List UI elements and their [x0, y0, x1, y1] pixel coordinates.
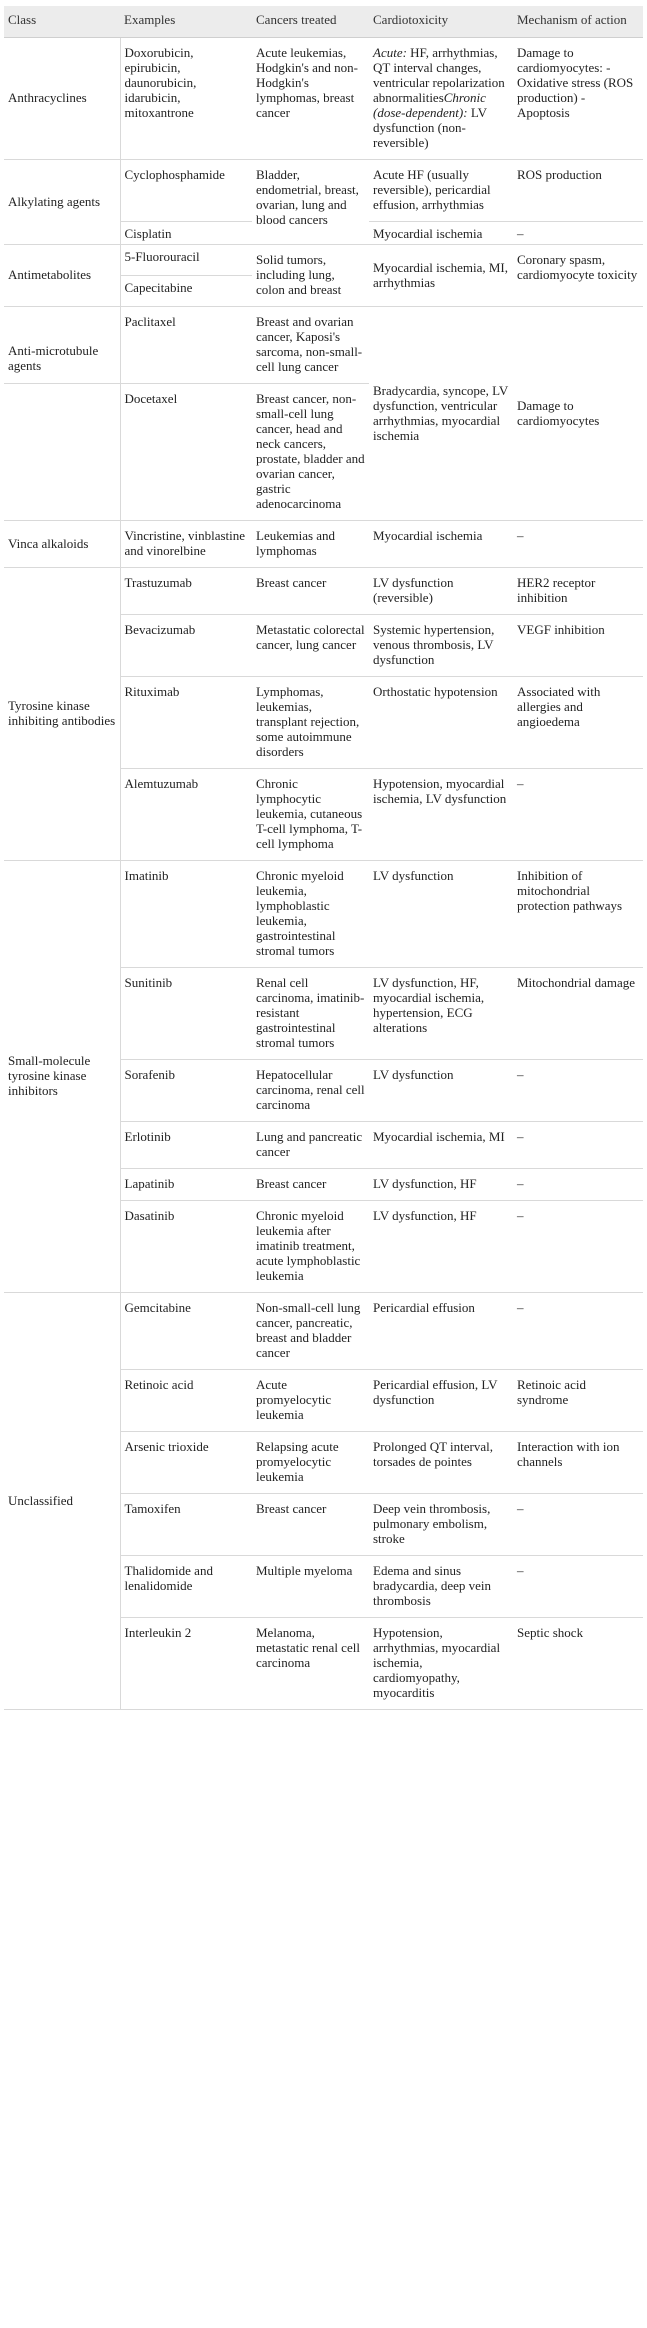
cardiotoxicity-cell: LV dysfunction: [369, 861, 513, 968]
header-mechanism: Mechanism of action: [513, 6, 643, 38]
header-examples: Examples: [120, 6, 252, 38]
cardiotoxicity-cell: LV dysfunction, HF: [369, 1201, 513, 1293]
mechanism-cell: –: [513, 222, 643, 245]
class-cell: Alkylating agents: [4, 160, 120, 245]
cardiotoxicity-cell: Myocardial ischemia: [369, 521, 513, 568]
class-cell: Anti-microtubule agents: [4, 307, 120, 384]
cancers-cell: Hepatocellular carcinoma, renal cell carcinoma: [252, 1060, 369, 1122]
cancers-cell: Breast cancer, non-small-cell lung cancer, head and neck cancers, prostate, bladder and ovarian cancer, gastric adenocarcinoma: [252, 384, 369, 521]
table-row: [4, 38, 643, 160]
table-row: [4, 568, 643, 615]
cancers-cell: Chronic lymphocytic leukemia, cutaneous T-cell lymphoma, T-cell lymphoma: [252, 769, 369, 861]
examples-cell: Retinoic acid: [120, 1370, 252, 1432]
mechanism-cell: Septic shock: [513, 1618, 643, 1710]
acute-label: Acute:: [373, 45, 407, 60]
examples-cell: Erlotinib: [120, 1122, 252, 1169]
cancers-cell: Lymphomas, leukemias, transplant rejection, some autoimmune disorders: [252, 677, 369, 769]
cancers-cell: Multiple myeloma: [252, 1556, 369, 1618]
cardiotoxicity-cell: Bradycardia, syncope, LV dysfunction, ventricular arrhythmias, myocardial ischemia: [369, 307, 513, 521]
class-cell: Unclassified: [4, 1293, 120, 1710]
cardiotoxicity-cell: Edema and sinus bradycardia, deep vein thrombosis: [369, 1556, 513, 1618]
examples-cell: Trastuzumab: [120, 568, 252, 615]
examples-cell: Tamoxifen: [120, 1494, 252, 1556]
acute-text: HF, arrhythmias, QT interval changes, ventricular repolarization abnormalities: [373, 45, 505, 105]
examples-cell: Dasatinib: [120, 1201, 252, 1293]
cancers-cell: Chronic myeloid leukemia after imatinib treatment, acute lymphoblastic leukemia: [252, 1201, 369, 1293]
examples-cell: Interleukin 2: [120, 1618, 252, 1710]
table-row: [4, 521, 643, 568]
cardiotoxicity-cell: LV dysfunction, HF, myocardial ischemia, hypertension, ECG alterations: [369, 968, 513, 1060]
mechanism-cell: –: [513, 769, 643, 861]
cardiotoxicity-cell: Prolonged QT interval, torsades de pointes: [369, 1432, 513, 1494]
examples-cell: Alemtuzumab: [120, 769, 252, 861]
cancers-cell: Solid tumors, including lung, colon and breast: [252, 245, 369, 307]
cancers-cell: Metastatic colorectal cancer, lung cancer: [252, 615, 369, 677]
cancers-cell: Leukemias and lymphomas: [252, 521, 369, 568]
mechanism-cell: Inhibition of mitochondrial protection pathways: [513, 861, 643, 968]
mechanism-cell: Damage to cardiomyocytes: - Oxidative stress (ROS production) - Apoptosis: [513, 38, 643, 160]
examples-cell: 5-Fluorouracil: [120, 245, 252, 276]
class-cell: Anthracyclines: [4, 38, 120, 160]
table-row: [4, 245, 643, 276]
mechanism-cell: –: [513, 1169, 643, 1201]
cardiotoxicity-cell: Hypotension, myocardial ischemia, LV dysfunction: [369, 769, 513, 861]
cardiotoxicity-cell: Myocardial ischemia, MI, arrhythmias: [369, 245, 513, 307]
mechanism-cell: –: [513, 1293, 643, 1370]
cardiotoxicity-cell: LV dysfunction (reversible): [369, 568, 513, 615]
header-cardiotoxicity: Cardiotoxicity: [369, 6, 513, 38]
examples-cell: Imatinib: [120, 861, 252, 968]
cancers-cell: Breast and ovarian cancer, Kaposi's sarcoma, non-small-cell lung cancer: [252, 307, 369, 384]
cancers-cell: Breast cancer: [252, 1169, 369, 1201]
cardiotoxicity-cell: Pericardial effusion, LV dysfunction: [369, 1370, 513, 1432]
cardiotoxicity-cell: LV dysfunction: [369, 1060, 513, 1122]
cancers-cell: Renal cell carcinoma, imatinib-resistant gastrointestinal stromal tumors: [252, 968, 369, 1060]
cancers-cell: Bladder, endometrial, breast, ovarian, lung and blood cancers: [252, 160, 369, 245]
cardiotoxicity-cell: Hypotension, arrhythmias, myocardial ischemia, cardiomyopathy, myocarditis: [369, 1618, 513, 1710]
cancers-cell: Melanoma, metastatic renal cell carcinoma: [252, 1618, 369, 1710]
header-cancers: Cancers treated: [252, 6, 369, 38]
mechanism-cell: VEGF inhibition: [513, 615, 643, 677]
class-cell: Tyrosine kinase inhibiting antibodies: [4, 568, 120, 861]
examples-cell: Paclitaxel: [120, 307, 252, 384]
examples-cell: Lapatinib: [120, 1169, 252, 1201]
cardiotoxicity-table: [4, 6, 643, 1710]
cancers-cell: Breast cancer: [252, 1494, 369, 1556]
mechanism-cell: –: [513, 521, 643, 568]
class-cell: Vinca alkaloids: [4, 521, 120, 568]
header-class: Class: [4, 6, 120, 38]
mechanism-cell: Mitochondrial damage: [513, 968, 643, 1060]
examples-cell: Gemcitabine: [120, 1293, 252, 1370]
table-row: [4, 861, 643, 968]
class-cell-empty: [4, 384, 120, 521]
mechanism-cell: –: [513, 1201, 643, 1293]
mechanism-cell: –: [513, 1122, 643, 1169]
cardiotoxicity-cell: Systemic hypertension, venous thrombosis, LV dysfunction: [369, 615, 513, 677]
header-row: [4, 6, 643, 38]
cardiotoxicity-cell: Myocardial ischemia: [369, 222, 513, 245]
cancers-cell: Relapsing acute promyelocytic leukemia: [252, 1432, 369, 1494]
cardiotoxicity-cell: Orthostatic hypotension: [369, 677, 513, 769]
mechanism-cell: HER2 receptor inhibition: [513, 568, 643, 615]
examples-cell: Bevacizumab: [120, 615, 252, 677]
cancers-cell: Chronic myeloid leukemia, lymphoblastic leukemia, gastrointestinal stromal tumors: [252, 861, 369, 968]
cancers-cell: Non-small-cell lung cancer, pancreatic, breast and bladder cancer: [252, 1293, 369, 1370]
cardiotoxicity-cell: Myocardial ischemia, MI: [369, 1122, 513, 1169]
mechanism-cell: Coronary spasm, cardiomyocyte toxicity: [513, 245, 643, 307]
cardiotoxicity-cell: Acute HF (usually reversible), pericardial effusion, arrhythmias: [369, 160, 513, 222]
mechanism-cell: Associated with allergies and angioedema: [513, 677, 643, 769]
table-row: [4, 307, 643, 384]
chronic-label: Chronic (dose-dependent):: [373, 90, 486, 120]
mechanism-cell: –: [513, 1060, 643, 1122]
examples-cell: Cyclophosphamide: [120, 160, 252, 222]
examples-cell: Sunitinib: [120, 968, 252, 1060]
examples-cell: Capecitabine: [120, 276, 252, 307]
mechanism-cell: Interaction with ion channels: [513, 1432, 643, 1494]
table-row: [4, 160, 643, 222]
examples-cell: Arsenic trioxide: [120, 1432, 252, 1494]
cancers-cell: Breast cancer: [252, 568, 369, 615]
mechanism-cell: –: [513, 1494, 643, 1556]
examples-cell: Doxorubicin, epirubicin, daunorubicin, idarubicin, mitoxantrone: [120, 38, 252, 160]
cancers-cell: Acute leukemias, Hodgkin's and non-Hodgkin's lymphomas, breast cancer: [252, 38, 369, 160]
cardiotoxicity-cell: Deep vein thrombosis, pulmonary embolism, stroke: [369, 1494, 513, 1556]
cancers-cell: Lung and pancreatic cancer: [252, 1122, 369, 1169]
examples-cell: Vincristine, vinblastine and vinorelbine: [120, 521, 252, 568]
cancers-cell: Acute promyelocytic leukemia: [252, 1370, 369, 1432]
examples-cell: Sorafenib: [120, 1060, 252, 1122]
mechanism-cell: Damage to cardiomyocytes: [513, 307, 643, 521]
mechanism-cell: ROS production: [513, 160, 643, 222]
mechanism-cell: Retinoic acid syndrome: [513, 1370, 643, 1432]
class-cell: Antimetabolites: [4, 245, 120, 307]
examples-cell: Rituximab: [120, 677, 252, 769]
chronic-text: LV dysfunction (non-reversible): [373, 105, 487, 150]
examples-cell: Cisplatin: [120, 222, 252, 245]
cardiotoxicity-cell: LV dysfunction, HF: [369, 1169, 513, 1201]
examples-cell: Thalidomide and lenalidomide: [120, 1556, 252, 1618]
mechanism-cell: –: [513, 1556, 643, 1618]
table-row: [4, 1293, 643, 1370]
examples-cell: Docetaxel: [120, 384, 252, 521]
class-cell: Small-molecule tyrosine kinase inhibitors: [4, 861, 120, 1293]
cardiotoxicity-cell: [369, 38, 513, 160]
cardiotoxicity-cell: Pericardial effusion: [369, 1293, 513, 1370]
